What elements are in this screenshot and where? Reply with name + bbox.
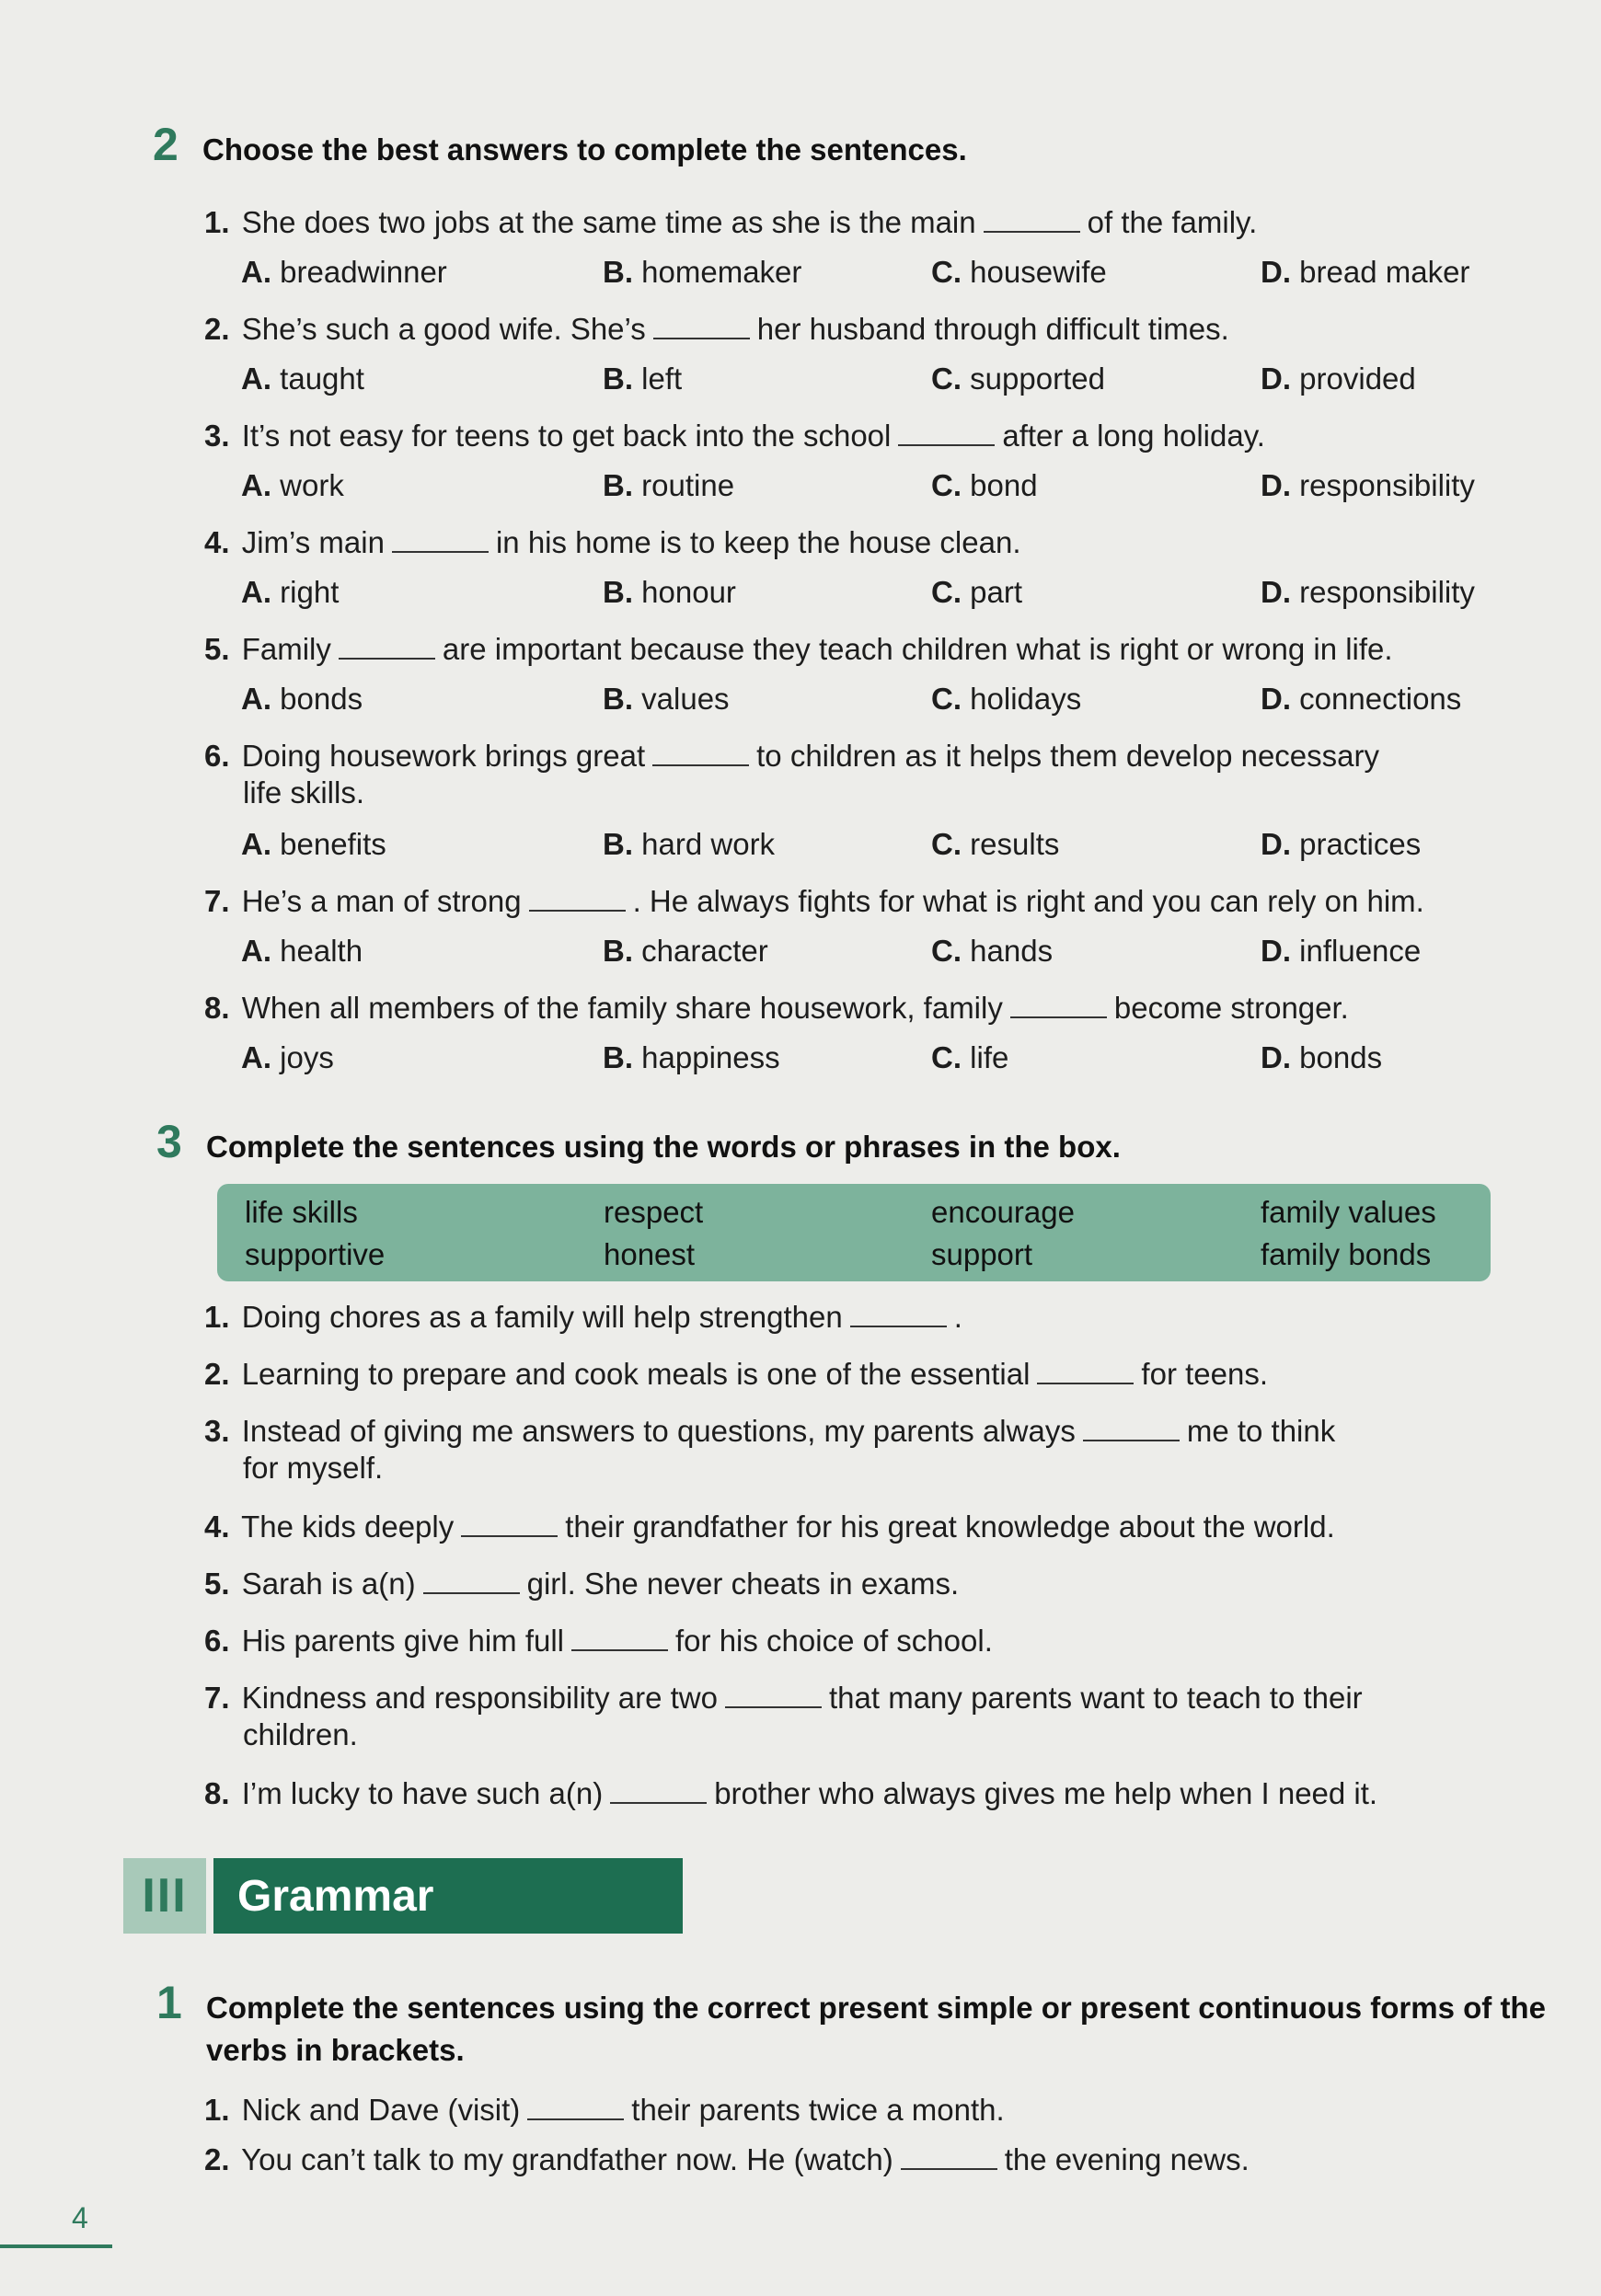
answer-blank[interactable] (339, 634, 435, 660)
option[interactable]: D. bonds (1261, 1040, 1383, 1074)
option[interactable]: A. breadwinner (241, 255, 447, 289)
answer-blank[interactable] (984, 207, 1080, 233)
question: 7. Kindness and responsibility are two that many parents want to teach to their children. (204, 1681, 1363, 1751)
question: 5. Sarah is a(n) girl. She never cheats in exams. (204, 1567, 960, 1601)
answer-blank[interactable] (652, 740, 749, 766)
option[interactable]: A. taught (241, 362, 364, 396)
question: 7. He’s a man of strong . He always fights for what is right and you can rely on him. (204, 884, 1424, 918)
grammar-exercise-1-heading (156, 1976, 1549, 2072)
option[interactable]: D. bread maker (1261, 255, 1470, 289)
answer-blank[interactable] (1010, 993, 1107, 1018)
box-word: family bonds (1261, 1237, 1432, 1271)
box-word: supportive (245, 1237, 386, 1271)
option[interactable]: B. values (603, 682, 730, 716)
section-roman-numeral: III (123, 1858, 206, 1934)
question: 3. It’s not easy for teens to get back into the school after a long holiday. (204, 419, 1265, 453)
option[interactable]: C. hands (931, 934, 1054, 968)
question: 2. You can’t talk to my grandfather now. He (watch) the evening news. (204, 2142, 1250, 2176)
answer-blank[interactable] (653, 314, 750, 339)
answer-blank[interactable] (610, 1778, 707, 1804)
option[interactable]: D. influence (1261, 934, 1422, 968)
option[interactable]: A. work (241, 468, 344, 502)
word-box (217, 1184, 1491, 1281)
answer-blank[interactable] (1083, 1416, 1180, 1441)
answer-blank[interactable] (529, 886, 626, 912)
option[interactable]: B. homemaker (603, 255, 802, 289)
section-title: Grammar (213, 1858, 683, 1934)
exercise-title: Choose the best answers to complete the sentences. (202, 132, 967, 166)
grammar-section-banner (123, 1858, 683, 1934)
box-word: honest (604, 1237, 696, 1271)
option[interactable]: A. bonds (241, 682, 363, 716)
option[interactable]: B. routine (603, 468, 735, 502)
question: 2. She’s such a good wife. She’s her husband through difficult times. (204, 312, 1229, 346)
box-word: family values (1261, 1195, 1436, 1229)
exercise-title: Complete the sentences using the correct present simple or present continuous forms of the verbs in brackets. (206, 1991, 1546, 2067)
option[interactable]: D. practices (1261, 827, 1422, 861)
option[interactable]: B. character (603, 934, 768, 968)
answer-blank[interactable] (527, 2095, 624, 2120)
exercise-3-heading (156, 1115, 1121, 1168)
option[interactable]: B. happiness (603, 1040, 780, 1074)
option[interactable]: A. joys (241, 1040, 334, 1074)
option[interactable]: A. right (241, 575, 340, 609)
option[interactable]: C. supported (931, 362, 1105, 396)
exercise-number: 3 (156, 1116, 182, 1167)
exercise-2-heading (153, 118, 967, 171)
option[interactable]: C. results (931, 827, 1060, 861)
answer-blank[interactable] (1037, 1359, 1134, 1384)
answer-blank[interactable] (901, 2144, 997, 2170)
option[interactable]: D. responsibility (1261, 575, 1475, 609)
exercise-title: Complete the sentences using the words or phrases in the box. (206, 1130, 1121, 1164)
question: 1. Nick and Dave (visit) their parents twice a month. (204, 2093, 1005, 2127)
box-word: support (931, 1237, 1033, 1271)
option[interactable]: D. provided (1261, 362, 1416, 396)
answer-blank[interactable] (392, 527, 489, 553)
question: 5. Family are important because they teach children what is right or wrong in life. (204, 632, 1393, 666)
question: 3. Instead of giving me answers to questions, my parents always me to think for myself. (204, 1414, 1336, 1485)
option[interactable]: C. housewife (931, 255, 1107, 289)
option[interactable]: D. connections (1261, 682, 1462, 716)
option[interactable]: C. life (931, 1040, 1009, 1074)
answer-blank[interactable] (850, 1302, 947, 1327)
option[interactable]: C. holidays (931, 682, 1082, 716)
question: 8. I’m lucky to have such a(n) brother who always gives me help when I need it. (204, 1776, 1378, 1810)
question: 6. Doing housework brings great to children as it helps them develop necessary life skills. (204, 739, 1379, 809)
question: 2. Learning to prepare and cook meals is one of the essential for teens. (204, 1357, 1268, 1391)
question: 1. She does two jobs at the same time as she is the main of the family. (204, 205, 1258, 239)
option[interactable]: B. honour (603, 575, 736, 609)
answer-blank[interactable] (461, 1511, 558, 1537)
question: 6. His parents give him full for his choice of school. (204, 1624, 993, 1658)
option[interactable]: C. part (931, 575, 1023, 609)
option[interactable]: A. health (241, 934, 363, 968)
option[interactable]: A. benefits (241, 827, 386, 861)
page-number-rule (0, 2244, 112, 2248)
option[interactable]: C. bond (931, 468, 1038, 502)
page-number: 4 (72, 2201, 88, 2234)
question: 8. When all members of the family share housework, family become stronger. (204, 991, 1349, 1025)
box-word: respect (604, 1195, 704, 1229)
question: 1. Doing chores as a family will help strengthen . (204, 1300, 962, 1334)
option[interactable]: B. left (603, 362, 683, 396)
exercise-number: 1 (156, 1977, 182, 2028)
exercise-number: 2 (153, 119, 179, 170)
option[interactable]: B. hard work (603, 827, 776, 861)
question: 4. Jim’s main in his home is to keep the house clean. (204, 525, 1021, 559)
answer-blank[interactable] (898, 420, 995, 446)
option[interactable]: D. responsibility (1261, 468, 1475, 502)
box-word: encourage (931, 1195, 1075, 1229)
question: 4. The kids deeply their grandfather for his great knowledge about the world. (204, 1510, 1335, 1544)
answer-blank[interactable] (725, 1682, 822, 1708)
box-word: life skills (245, 1195, 358, 1229)
answer-blank[interactable] (571, 1625, 668, 1651)
answer-blank[interactable] (423, 1568, 520, 1594)
